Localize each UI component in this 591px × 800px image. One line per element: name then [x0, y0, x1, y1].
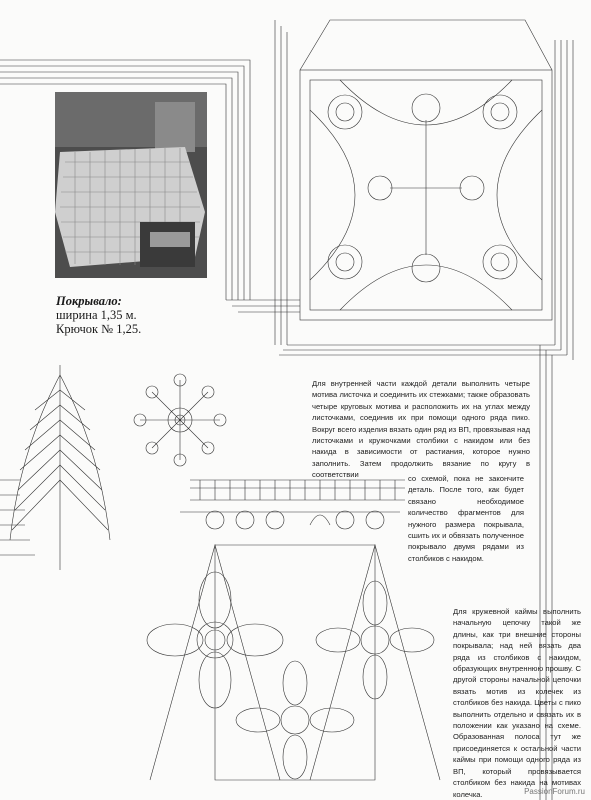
star-motif-diagram [134, 374, 226, 466]
bedspread-photo [55, 92, 207, 278]
spec-hook: Крючок № 1,25. [56, 322, 142, 336]
spec-width: ширина 1,35 м. [56, 308, 137, 322]
watermark: PassionForum.ru [524, 787, 585, 796]
leaf-motif-diagram [0, 365, 110, 570]
title-block: Покрывало: ширина 1,35 м. Крючок № 1,25. [56, 294, 256, 336]
instructions-inner-part-continued: со схемой, пока не закончите деталь. После того, как будет связано необходимое количество фрагментов для нужного размера покрывала, сшить их и обвязать полученное покрывало двумя рядами из столбиков с накидом. [408, 474, 524, 563]
title-label: Покрывало [56, 294, 118, 308]
lace-flower-motifs [147, 545, 440, 780]
square-motif-diagram [300, 20, 552, 320]
instructions-lace-border: Для кружевной каймы выполнить начальную цепочку такой же длины, как три внешние стороны покрывала; над ней вязать два ряда из столбиков с накидом, образующих внутреннюю прошву. С другой стороны начальной цепочки вязать мотив из колечек из столбиков без накида. Цветы с пико выполнить отдельно и связать их в положении как указано на схеме. Образованная полоса тут же присоединяется к остальной части каймы при помощи одного ряда из ВП, который провязывается столбиком без накида на мотивах колечка. [453, 607, 581, 799]
instructions-inner-part: Для внутренней части каждой детали выполнить четыре мотива листочка и соединить их стежками; также образовать четыре круговых мотива и расположить их на углах между листочками, соединив их при помощи одного ряда пико. Вокруг всего изделия вязать один ряд из ВП, провязывая над листочками и кружочками столбики с накидом или без накида в зависимости от растиания, которое нужно заполнить. Затем продолжить вязание по кругу в соответствии [312, 379, 530, 480]
